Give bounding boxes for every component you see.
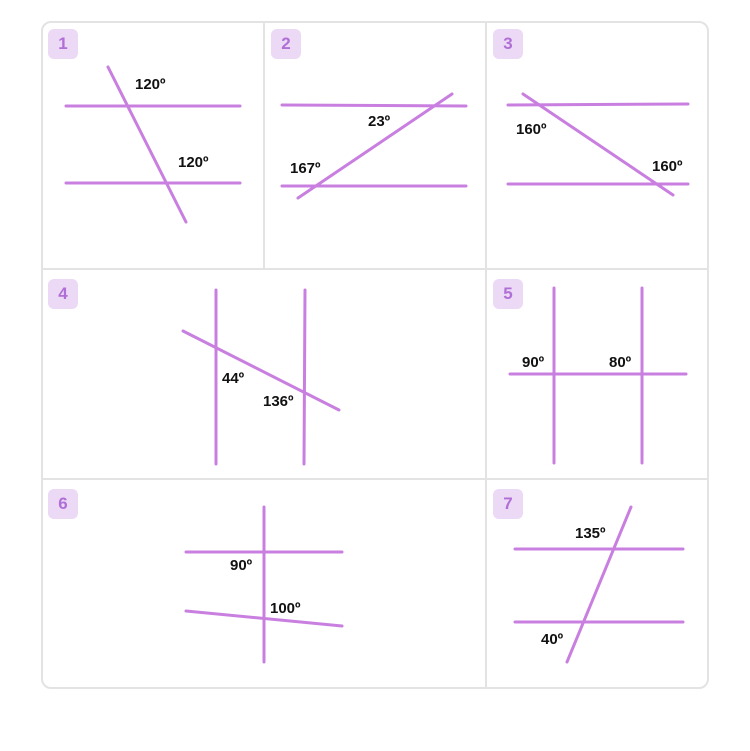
panel-3-angle-bottom: 160º bbox=[652, 158, 683, 175]
panel-7-angle-bottom: 40º bbox=[541, 631, 564, 648]
panel-2-parallel-top bbox=[282, 105, 466, 106]
panel-7-angle-top: 135º bbox=[575, 525, 606, 542]
panel-6-angle-bottom: 100º bbox=[270, 600, 301, 617]
panel-4-angle-right: 136º bbox=[263, 393, 294, 410]
panel-3-parallel-top bbox=[508, 104, 688, 105]
panel-1-angle-top: 120º bbox=[135, 76, 166, 93]
panel-3-transversal bbox=[523, 94, 673, 195]
panel-6-angle-top: 90º bbox=[230, 557, 253, 574]
panel-4-vertical-right bbox=[304, 290, 305, 464]
panel-2-angle-bottom: 167º bbox=[290, 160, 321, 177]
panel-5-angle-right: 80º bbox=[609, 354, 632, 371]
panel-7-number: 7 bbox=[493, 489, 523, 519]
panel-2-angle-top: 23º bbox=[368, 113, 391, 130]
panel-4-angle-left: 44º bbox=[222, 370, 245, 387]
panel-1-angle-bottom: 120º bbox=[178, 154, 209, 171]
panel-5-number: 5 bbox=[493, 279, 523, 309]
panel-4-number: 4 bbox=[48, 279, 78, 309]
panel-2-number: 2 bbox=[271, 29, 301, 59]
panel-2-transversal bbox=[298, 94, 452, 198]
panel-3-number: 3 bbox=[493, 29, 523, 59]
panel-4-transversal bbox=[183, 331, 339, 410]
panel-3-angle-top: 160º bbox=[516, 121, 547, 138]
panel-6-number: 6 bbox=[48, 489, 78, 519]
panel-5-angle-left: 90º bbox=[522, 354, 545, 371]
panel-1-number: 1 bbox=[48, 29, 78, 59]
